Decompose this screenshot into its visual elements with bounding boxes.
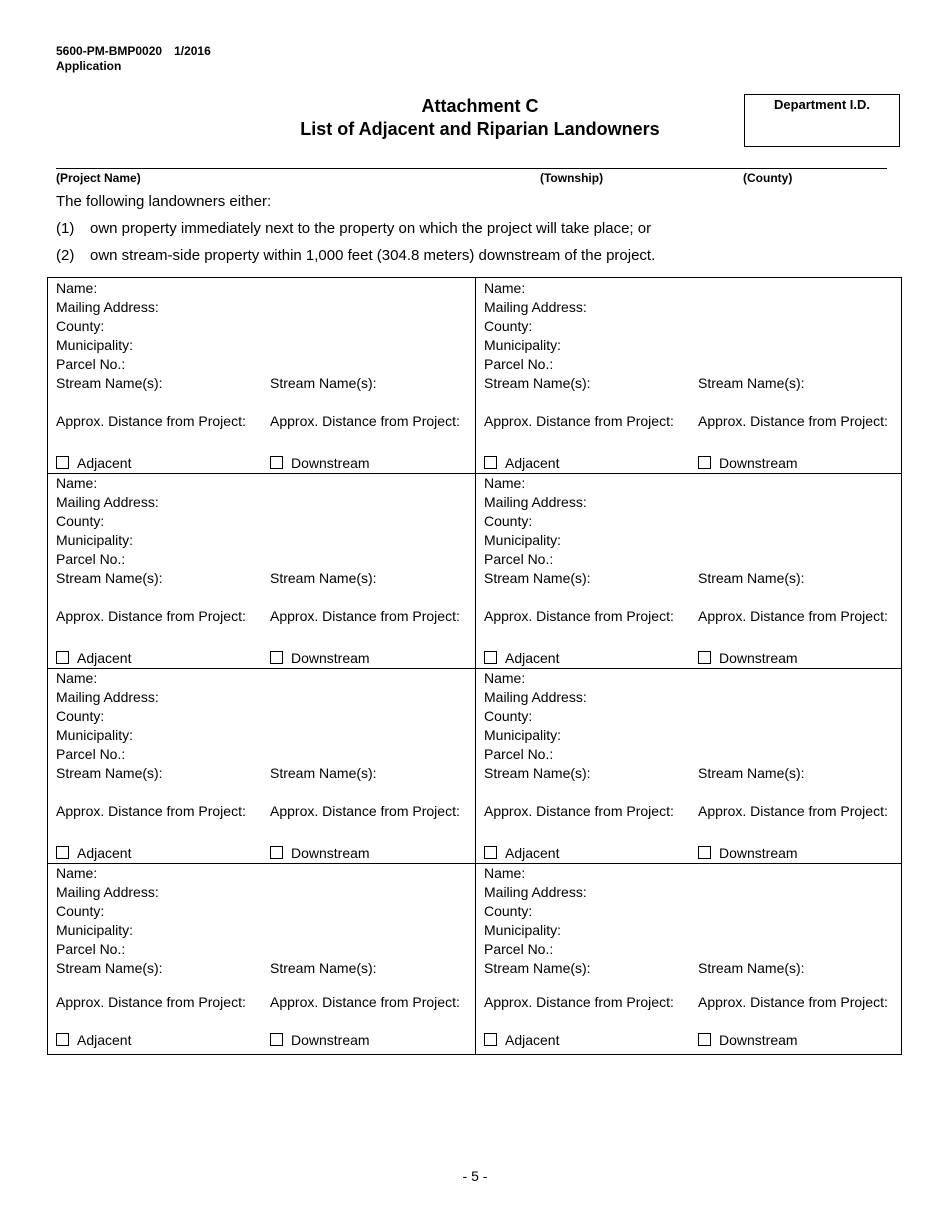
mailing-address-label: Mailing Address: <box>56 884 159 900</box>
downstream-checkbox-option[interactable] <box>698 650 798 666</box>
mailing-address-label: Mailing Address: <box>56 689 159 705</box>
stream-name-label: Stream Name(s): <box>56 375 163 391</box>
municipality-label: Municipality: <box>484 337 562 353</box>
name-label: Name: <box>484 670 526 686</box>
downstream-label: Downstream <box>291 845 370 861</box>
name-label: Name: <box>484 865 526 881</box>
intro-item-text: own property immediately next to the property on which the project will take place; or <box>90 220 652 237</box>
stream-name-label: Stream Name(s): <box>270 960 377 976</box>
intro-item-num: (1) <box>56 220 75 237</box>
department-id-box[interactable] <box>744 94 900 147</box>
adjacent-checkbox[interactable] <box>484 846 497 859</box>
approx-distance-label: Approx. Distance from Project: <box>56 413 246 429</box>
downstream-checkbox[interactable] <box>698 651 711 664</box>
form-date: 1/2016 <box>174 44 211 58</box>
downstream-checkbox[interactable] <box>698 846 711 859</box>
project-name-label: (Project Name) <box>56 171 141 185</box>
adjacent-checkbox-option[interactable] <box>56 650 131 666</box>
approx-distance-label: Approx. Distance from Project: <box>698 803 888 819</box>
mailing-address-label: Mailing Address: <box>56 299 159 315</box>
stream-name-label: Stream Name(s): <box>484 765 591 781</box>
intro-item-num: (2) <box>56 247 75 264</box>
name-label: Name: <box>56 670 98 686</box>
municipality-label: Municipality: <box>484 727 562 743</box>
name-label: Name: <box>56 865 98 881</box>
downstream-checkbox-option[interactable] <box>698 845 798 861</box>
downstream-label: Downstream <box>291 650 370 666</box>
approx-distance-label: Approx. Distance from Project: <box>56 608 246 624</box>
intro-item-text: own stream-side property within 1,000 feet (304.8 meters) downstream of the project. <box>90 247 656 264</box>
mailing-address-label: Mailing Address: <box>484 494 587 510</box>
municipality-label: Municipality: <box>484 532 562 548</box>
downstream-label: Downstream <box>291 1032 370 1048</box>
downstream-checkbox-option[interactable] <box>270 455 370 471</box>
municipality-label: Municipality: <box>56 337 134 353</box>
county-label: (County) <box>743 171 793 185</box>
municipality-label: Municipality: <box>56 532 134 548</box>
adjacent-label: Adjacent <box>505 455 560 471</box>
form-code: 5600-PM-BMP0020 <box>56 44 163 58</box>
intro-item-2 <box>56 247 655 264</box>
parcel-no-label: Parcel No.: <box>484 941 554 957</box>
adjacent-label: Adjacent <box>505 650 560 666</box>
municipality-label: Municipality: <box>56 727 134 743</box>
parcel-no-label: Parcel No.: <box>56 356 126 372</box>
adjacent-checkbox[interactable] <box>56 1033 69 1046</box>
stream-name-label: Stream Name(s): <box>484 960 591 976</box>
stream-name-label: Stream Name(s): <box>698 375 805 391</box>
adjacent-checkbox-option[interactable] <box>56 845 131 861</box>
page-title <box>280 95 680 141</box>
parcel-no-label: Parcel No.: <box>484 356 554 372</box>
approx-distance-label: Approx. Distance from Project: <box>484 608 674 624</box>
landowner-entry[interactable] <box>48 473 475 668</box>
landowner-entry[interactable] <box>476 473 903 668</box>
downstream-checkbox-option[interactable] <box>270 1032 370 1048</box>
adjacent-label: Adjacent <box>77 1032 132 1048</box>
downstream-checkbox[interactable] <box>270 846 283 859</box>
downstream-checkbox[interactable] <box>698 1033 711 1046</box>
form-identifier <box>56 44 211 74</box>
mailing-address-label: Mailing Address: <box>484 884 587 900</box>
stream-name-label: Stream Name(s): <box>698 960 805 976</box>
adjacent-checkbox[interactable] <box>56 651 69 664</box>
department-id-label: Department I.D. <box>773 97 871 112</box>
approx-distance-label: Approx. Distance from Project: <box>698 413 888 429</box>
adjacent-checkbox[interactable] <box>56 456 69 469</box>
adjacent-checkbox[interactable] <box>484 651 497 664</box>
stream-name-label: Stream Name(s): <box>484 375 591 391</box>
project-info-line[interactable] <box>56 168 887 169</box>
landowner-entry[interactable] <box>476 278 903 473</box>
parcel-no-label: Parcel No.: <box>56 551 126 567</box>
adjacent-label: Adjacent <box>505 845 560 861</box>
name-label: Name: <box>484 280 526 296</box>
page-number: - 5 - <box>462 1168 488 1184</box>
adjacent-checkbox[interactable] <box>484 1033 497 1046</box>
downstream-label: Downstream <box>291 455 370 471</box>
name-label: Name: <box>56 475 98 491</box>
adjacent-checkbox-option[interactable] <box>56 455 131 471</box>
approx-distance-label: Approx. Distance from Project: <box>270 803 460 819</box>
parcel-no-label: Parcel No.: <box>484 746 554 762</box>
approx-distance-label: Approx. Distance from Project: <box>484 413 674 429</box>
landowner-entry[interactable] <box>476 863 903 1058</box>
intro-lead: The following landowners either: <box>56 193 272 210</box>
adjacent-label: Adjacent <box>505 1032 560 1048</box>
adjacent-checkbox[interactable] <box>484 456 497 469</box>
landowner-grid <box>47 277 902 1055</box>
stream-name-label: Stream Name(s): <box>270 375 377 391</box>
county-field-label: County: <box>484 318 533 334</box>
adjacent-label: Adjacent <box>77 455 132 471</box>
stream-name-label: Stream Name(s): <box>56 765 163 781</box>
title-line-1: Attachment C <box>421 96 539 116</box>
downstream-checkbox-option[interactable] <box>270 845 370 861</box>
approx-distance-label: Approx. Distance from Project: <box>56 803 246 819</box>
adjacent-label: Adjacent <box>77 845 132 861</box>
downstream-checkbox[interactable] <box>270 1033 283 1046</box>
approx-distance-label: Approx. Distance from Project: <box>698 994 888 1010</box>
mailing-address-label: Mailing Address: <box>484 299 587 315</box>
stream-name-label: Stream Name(s): <box>56 570 163 586</box>
adjacent-checkbox-option[interactable] <box>484 650 559 666</box>
adjacent-checkbox-option[interactable] <box>56 1032 131 1048</box>
downstream-label: Downstream <box>719 650 798 666</box>
intro-item-1 <box>56 220 651 237</box>
approx-distance-label: Approx. Distance from Project: <box>484 994 674 1010</box>
downstream-checkbox[interactable] <box>270 651 283 664</box>
approx-distance-label: Approx. Distance from Project: <box>270 413 460 429</box>
form-type: Application <box>56 59 122 73</box>
stream-name-label: Stream Name(s): <box>270 765 377 781</box>
name-label: Name: <box>56 280 98 296</box>
stream-name-label: Stream Name(s): <box>56 960 163 976</box>
municipality-label: Municipality: <box>484 922 562 938</box>
parcel-no-label: Parcel No.: <box>484 551 554 567</box>
county-field-label: County: <box>484 903 533 919</box>
adjacent-label: Adjacent <box>77 650 132 666</box>
approx-distance-label: Approx. Distance from Project: <box>484 803 674 819</box>
municipality-label: Municipality: <box>56 922 134 938</box>
adjacent-checkbox-option[interactable] <box>484 845 559 861</box>
county-field-label: County: <box>484 708 533 724</box>
stream-name-label: Stream Name(s): <box>698 765 805 781</box>
county-field-label: County: <box>484 513 533 529</box>
stream-name-label: Stream Name(s): <box>484 570 591 586</box>
downstream-label: Downstream <box>719 1032 798 1048</box>
downstream-checkbox-option[interactable] <box>698 1032 798 1048</box>
county-field-label: County: <box>56 708 105 724</box>
adjacent-checkbox-option[interactable] <box>484 1032 559 1048</box>
landowner-entry[interactable] <box>48 278 475 473</box>
name-label: Name: <box>484 475 526 491</box>
county-field-label: County: <box>56 513 105 529</box>
adjacent-checkbox-option[interactable] <box>484 455 559 471</box>
landowner-entry[interactable] <box>48 668 475 863</box>
downstream-checkbox[interactable] <box>270 456 283 469</box>
mailing-address-label: Mailing Address: <box>56 494 159 510</box>
downstream-checkbox-option[interactable] <box>270 650 370 666</box>
approx-distance-label: Approx. Distance from Project: <box>270 994 460 1010</box>
downstream-label: Downstream <box>719 845 798 861</box>
stream-name-label: Stream Name(s): <box>698 570 805 586</box>
stream-name-label: Stream Name(s): <box>270 570 377 586</box>
downstream-checkbox[interactable] <box>698 456 711 469</box>
township-label: (Township) <box>540 171 604 185</box>
title-line-2: List of Adjacent and Riparian Landowners <box>300 119 660 139</box>
county-field-label: County: <box>56 903 105 919</box>
downstream-label: Downstream <box>719 455 798 471</box>
adjacent-checkbox[interactable] <box>56 846 69 859</box>
landowner-entry[interactable] <box>476 668 903 863</box>
parcel-no-label: Parcel No.: <box>56 941 126 957</box>
parcel-no-label: Parcel No.: <box>56 746 126 762</box>
approx-distance-label: Approx. Distance from Project: <box>56 994 246 1010</box>
downstream-checkbox-option[interactable] <box>698 455 798 471</box>
approx-distance-label: Approx. Distance from Project: <box>270 608 460 624</box>
approx-distance-label: Approx. Distance from Project: <box>698 608 888 624</box>
mailing-address-label: Mailing Address: <box>484 689 587 705</box>
county-field-label: County: <box>56 318 105 334</box>
landowner-entry[interactable] <box>48 863 475 1058</box>
